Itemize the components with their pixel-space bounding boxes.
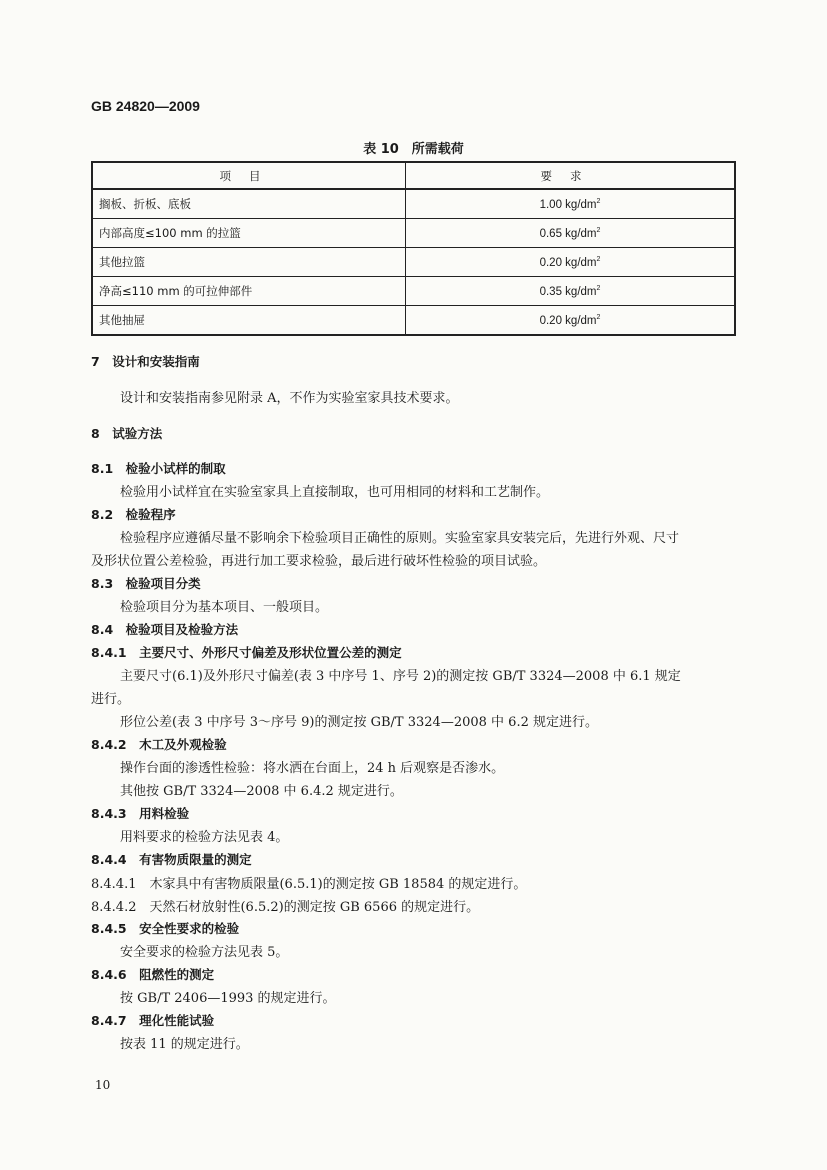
load-unit-exponent: 2 xyxy=(596,226,601,234)
section-8-heading: 8 试验方法 xyxy=(91,426,163,441)
section-8-4-1-paragraph-line1: 主要尺寸(6.1)及外形尺寸偏差(表 3 中序号 1、序号 2)的测定按 GB/T 3324—2008 中 6.1 规定 xyxy=(120,669,681,684)
section-8-4-6-heading: 8.4.6 阻燃性的测定 xyxy=(91,967,215,982)
table-header-row xyxy=(92,162,735,189)
section-8-4-5-heading: 8.4.5 安全性要求的检验 xyxy=(91,921,240,936)
load-value: 1.00 kg/dm xyxy=(539,198,597,211)
section-8-4-4-2-paragraph: 8.4.4.2 天然石材放射性(6.5.2)的测定按 GB 6566 的规定进行。 xyxy=(91,900,480,915)
section-8-2-heading: 8.2 检验程序 xyxy=(91,507,176,522)
table-caption: 表 10 所需载荷 xyxy=(363,142,464,157)
table-cell-requirement xyxy=(406,219,736,248)
section-8-4-heading: 8.4 检验项目及检验方法 xyxy=(91,622,239,637)
load-unit-exponent: 2 xyxy=(596,313,601,321)
section-8-4-6-paragraph: 按 GB/T 2406—1993 的规定进行。 xyxy=(120,991,336,1006)
section-8-4-3-paragraph: 用料要求的检验方法见表 4。 xyxy=(120,830,289,845)
load-value: 0.35 kg/dm xyxy=(539,285,597,298)
load-unit-exponent: 2 xyxy=(596,284,601,292)
column-header-item: 项目 xyxy=(92,162,406,189)
section-8-2-paragraph-line2: 及形状位置公差检验，再进行加工要求检验，最后进行破坏性检验的项目试验。 xyxy=(91,554,547,569)
table-cell-requirement xyxy=(406,189,736,219)
table-row xyxy=(92,277,735,306)
table-cell-item: 其他拉篮 xyxy=(92,248,406,277)
table-cell-item: 内部高度≤100 mm 的拉篮 xyxy=(92,219,406,248)
table-cell-item: 其他抽屉 xyxy=(92,306,406,336)
section-8-1-paragraph: 检验用小试样宜在实验室家具上直接制取，也可用相同的材料和工艺制作。 xyxy=(120,485,550,500)
section-8-2-paragraph-line1: 检验程序应遵循尽量不影响余下检验项目正确性的原则。实验室家具安装完后，先进行外观、尺寸 xyxy=(120,531,680,546)
section-8-1-heading: 8.1 检验小试样的制取 xyxy=(91,461,226,476)
table-cell-item: 搁板、折板、底板 xyxy=(92,189,406,219)
table-row xyxy=(92,306,735,336)
load-value: 0.65 kg/dm xyxy=(539,227,597,240)
section-8-4-7-heading: 8.4.7 理化性能试验 xyxy=(91,1013,215,1028)
section-8-4-4-heading: 8.4.4 有害物质限量的测定 xyxy=(91,852,252,867)
section-8-4-5-paragraph: 安全要求的检验方法见表 5。 xyxy=(120,945,289,960)
section-8-4-2-heading: 8.4.2 木工及外观检验 xyxy=(91,737,227,752)
section-8-4-1-paragraph-2: 形位公差(表 3 中序号 3～序号 9)的测定按 GB/T 3324—2008 中 6.2 规定进行。 xyxy=(120,715,598,730)
table-row xyxy=(92,248,735,277)
table-cell-requirement xyxy=(406,277,736,306)
required-load-table xyxy=(91,161,736,336)
section-8-4-1-heading: 8.4.1 主要尺寸、外形尺寸偏差及形状位置公差的测定 xyxy=(91,645,402,660)
load-unit-exponent: 2 xyxy=(596,197,601,205)
load-value: 0.20 kg/dm xyxy=(539,314,597,327)
section-8-4-7-paragraph: 按表 11 的规定进行。 xyxy=(120,1037,249,1052)
section-7-paragraph: 设计和安装指南参见附录 A，不作为实验室家具技术要求。 xyxy=(120,391,459,406)
section-8-3-paragraph: 检验项目分为基本项目、一般项目。 xyxy=(120,600,329,615)
section-8-4-1-paragraph-line2: 进行。 xyxy=(91,692,131,707)
column-header-requirement: 要求 xyxy=(406,162,736,189)
load-unit-exponent: 2 xyxy=(596,255,601,263)
section-8-4-3-heading: 8.4.3 用料检验 xyxy=(91,806,190,821)
load-value: 0.20 kg/dm xyxy=(539,256,597,269)
section-8-3-heading: 8.3 检验项目分类 xyxy=(91,576,201,591)
table-row xyxy=(92,189,735,219)
table-cell-requirement xyxy=(406,306,736,336)
section-7-heading: 7 设计和安装指南 xyxy=(91,354,200,369)
section-8-4-4-1-paragraph: 8.4.4.1 木家具中有害物质限量(6.5.1)的测定按 GB 18584 的规定进行。 xyxy=(91,877,527,892)
table-cell-requirement xyxy=(406,248,736,277)
section-8-4-2-paragraph-1: 操作台面的渗透性检验：将水洒在台面上，24 h 后观察是否渗水。 xyxy=(120,761,505,776)
section-8-4-2-paragraph-2: 其他按 GB/T 3324—2008 中 6.4.2 规定进行。 xyxy=(120,784,403,799)
table-row xyxy=(92,219,735,248)
table-cell-item: 净高≤110 mm 的可拉伸部件 xyxy=(92,277,406,306)
standard-code: GB 24820—2009 xyxy=(91,98,200,114)
page-number: 10 xyxy=(95,1078,111,1092)
